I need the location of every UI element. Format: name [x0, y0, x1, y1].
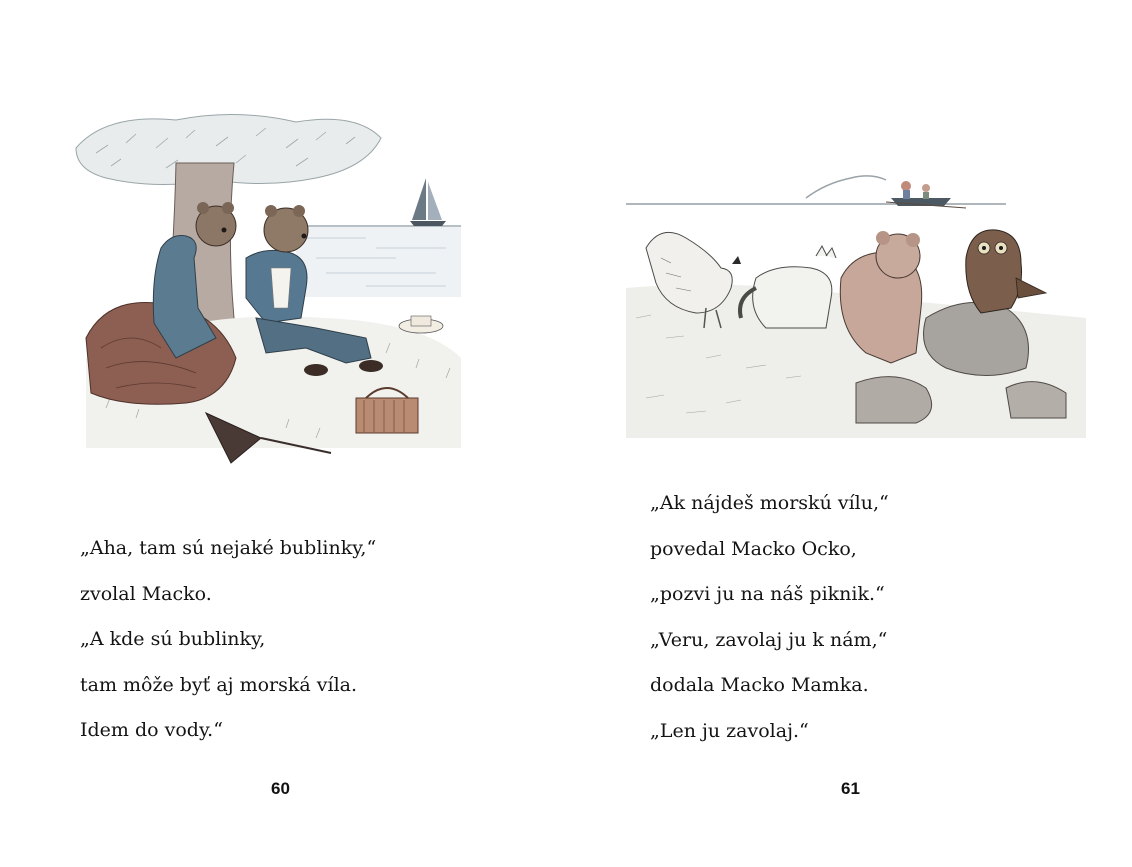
text-line: „Ak nájdeš morskú vílu,“ — [650, 492, 889, 514]
text-line: „A kde sú bublinky, — [80, 628, 266, 650]
text-line: tam môže byť aj morská víla. — [80, 673, 358, 696]
text-line: zvolal Macko. — [80, 582, 212, 605]
text-line: „Len ju zavolaj.“ — [650, 719, 809, 742]
text-line: „Aha, tam sú nejaké bublinky,“ — [80, 537, 377, 559]
page-number: 61 — [841, 779, 860, 798]
text-line: „pozvi ju na náš piknik.“ — [650, 583, 885, 605]
text-line: dodala Macko Mamka. — [650, 674, 869, 696]
right-page-text — [650, 481, 889, 754]
left-page-text — [80, 526, 376, 754]
illustration-bears-under-tree — [66, 108, 476, 478]
right-page — [566, 0, 1132, 867]
illustration-animals-on-shore — [626, 168, 1096, 438]
text-line: „Veru, zavolaj ju k nám,“ — [650, 628, 888, 651]
text-line: povedal Macko Ocko, — [650, 537, 857, 560]
page-number: 60 — [271, 779, 290, 798]
text-line: Idem do vody.“ — [80, 719, 223, 741]
